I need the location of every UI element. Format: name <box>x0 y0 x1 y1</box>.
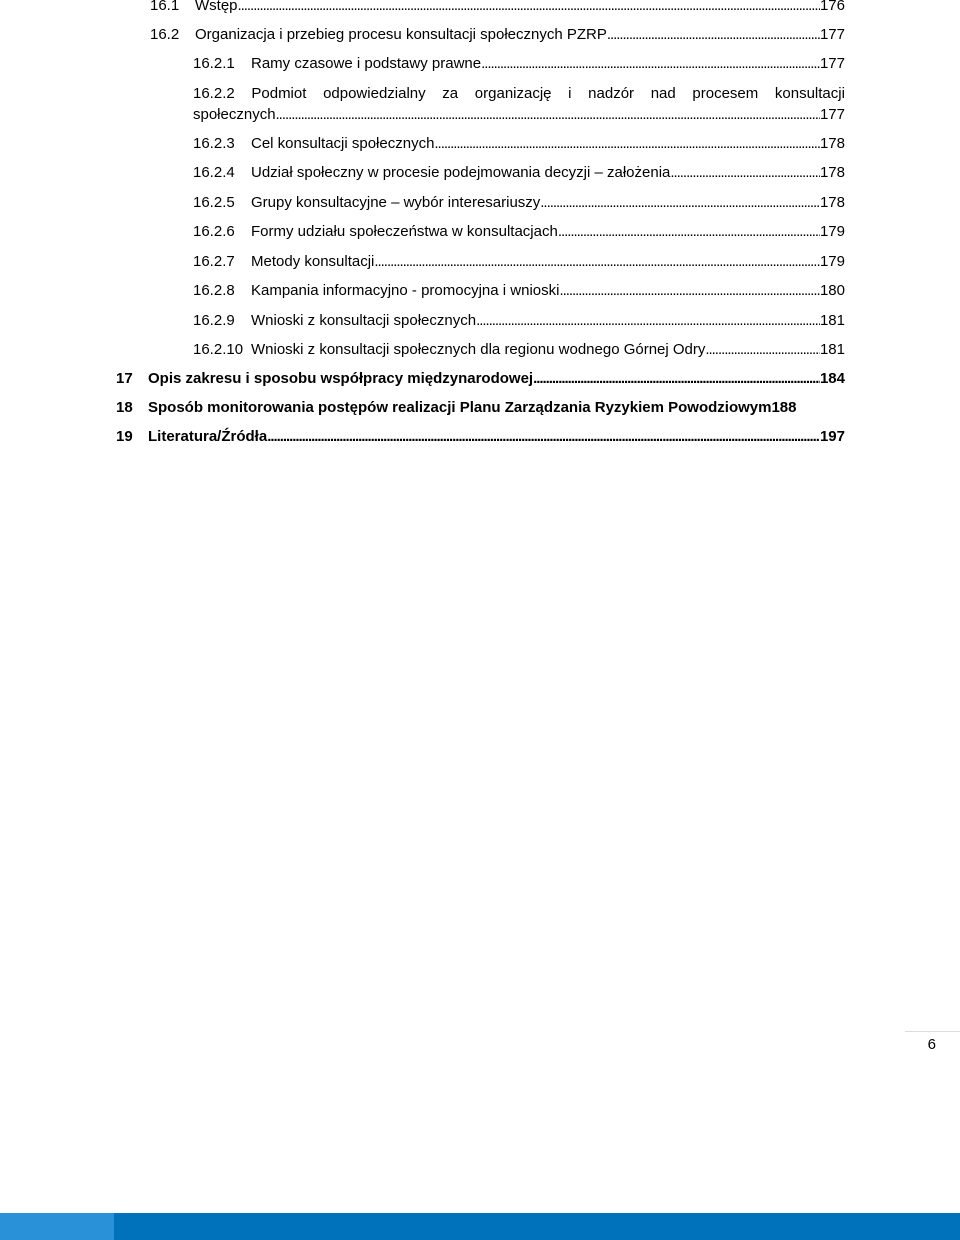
toc-entry-16-2-6[interactable] <box>193 223 845 240</box>
toc-leader <box>476 312 820 329</box>
toc-title-line <box>193 85 845 102</box>
toc-entry-17[interactable] <box>116 370 845 387</box>
toc-title: Grupy konsultacyjne – wybór interesariuszy <box>251 194 541 211</box>
toc-title: Literatura/Źródła <box>148 428 268 445</box>
toc-title: Cel konsultacji społecznych <box>251 135 435 152</box>
toc-entry-16-2-8[interactable] <box>193 282 845 299</box>
toc-entry-16-2-2[interactable] <box>193 85 845 123</box>
toc-page: 188 <box>771 399 797 416</box>
toc-leader <box>670 164 820 181</box>
toc-title: Ramy czasowe i podstawy prawne <box>251 55 482 72</box>
toc-title: Udział społeczny w procesie podejmowania decyzji – założenia <box>251 164 671 181</box>
toc-title-word: za <box>442 85 459 102</box>
toc-page: 177 <box>819 55 845 72</box>
toc-leader <box>481 55 820 72</box>
toc-entry-19[interactable] <box>116 428 845 445</box>
toc-title-word: procesem <box>692 85 759 102</box>
toc-number: 16.2.8 <box>193 282 235 299</box>
toc-number: 16.2.7 <box>193 253 235 270</box>
footer-bar <box>0 1213 960 1240</box>
toc-number: 16.1 <box>150 0 180 14</box>
toc-entry-16-2-9[interactable] <box>193 312 845 329</box>
toc-page: 184 <box>819 370 845 387</box>
toc-leader <box>434 135 820 152</box>
toc-title-word: Podmiot <box>251 85 307 102</box>
toc-leader <box>276 106 820 123</box>
toc-number: 16.2.9 <box>193 312 235 329</box>
toc-page: 178 <box>819 135 845 152</box>
toc-page: 181 <box>819 341 845 358</box>
toc-entry-16-2-4[interactable] <box>193 164 845 181</box>
toc-title: Organizacja i przebieg procesu konsultacji społecznych PZRP <box>195 26 607 43</box>
toc-page: 180 <box>819 282 845 299</box>
toc-number: 16.2.2 <box>193 85 235 102</box>
toc-number: 16.2.3 <box>193 135 235 152</box>
toc-page: 179 <box>819 253 845 270</box>
toc-leader <box>533 370 820 387</box>
toc-leader <box>559 282 820 299</box>
toc-title-word: odpowiedzialny <box>323 85 426 102</box>
toc-leader <box>374 253 820 270</box>
toc-number: 16.2.10 <box>193 341 244 358</box>
toc-title: Opis zakresu i sposobu współpracy międzynarodowej <box>148 370 534 387</box>
toc-title: Kampania informacyjno - promocyjna i wnioski <box>251 282 560 299</box>
toc-title-word: i <box>568 85 572 102</box>
toc-title-word: nadzór <box>588 85 635 102</box>
toc-leader <box>267 428 820 445</box>
toc-leader <box>558 223 820 240</box>
toc-page: 197 <box>819 428 845 445</box>
toc-number: 17 <box>116 370 133 387</box>
toc-title: Wnioski z konsultacji społecznych <box>251 312 477 329</box>
toc-page: 176 <box>819 0 845 14</box>
toc-entry-16-2-10[interactable] <box>193 341 845 358</box>
toc-title-word: organizację <box>474 85 552 102</box>
toc-title: Wnioski z konsultacji społecznych dla regionu wodnego Górnej Odry <box>251 341 706 358</box>
toc-entry-16-2-7[interactable] <box>193 253 845 270</box>
toc-entry-16-2-5[interactable] <box>193 194 845 211</box>
toc-title-continuation <box>193 106 845 123</box>
toc-entry-16-2-1[interactable] <box>193 55 845 72</box>
toc-title: Wstęp <box>195 0 238 14</box>
toc-title: Sposób monitorowania postępów realizacji Planu Zarządzania Ryzykiem Powodziowym <box>148 399 772 416</box>
toc-page: 177 <box>819 106 845 123</box>
toc-page: 181 <box>819 312 845 329</box>
toc-page: 177 <box>819 26 845 43</box>
toc-title: Metody konsultacji <box>251 253 375 270</box>
toc-title: społecznych <box>193 106 276 123</box>
toc-leader <box>607 26 820 43</box>
toc-leader <box>540 194 820 211</box>
toc-number: 16.2.4 <box>193 164 235 181</box>
toc-entry-18[interactable] <box>116 399 845 416</box>
toc-number: 16.2.1 <box>193 55 235 72</box>
footer-accent <box>0 1213 114 1240</box>
toc-entry-16-2-3[interactable] <box>193 135 845 152</box>
toc-number: 19 <box>116 428 133 445</box>
toc-leader <box>238 0 820 14</box>
toc-number: 18 <box>116 399 133 416</box>
toc-number: 16.2.5 <box>193 194 235 211</box>
toc-page: 178 <box>819 164 845 181</box>
toc-page: 178 <box>819 194 845 211</box>
toc-entry-16-1[interactable] <box>150 0 845 14</box>
toc-number: 16.2 <box>150 26 180 43</box>
toc-title-word: konsultacji <box>774 85 845 102</box>
toc-entry-16-2[interactable] <box>150 26 845 43</box>
page-number: 6 <box>905 1031 960 1053</box>
toc-page: 179 <box>819 223 845 240</box>
toc-leader <box>705 341 820 358</box>
toc-title-word: nad <box>650 85 676 102</box>
toc-title: Formy udziału społeczeństwa w konsultacjach <box>251 223 558 240</box>
toc-number: 16.2.6 <box>193 223 235 240</box>
